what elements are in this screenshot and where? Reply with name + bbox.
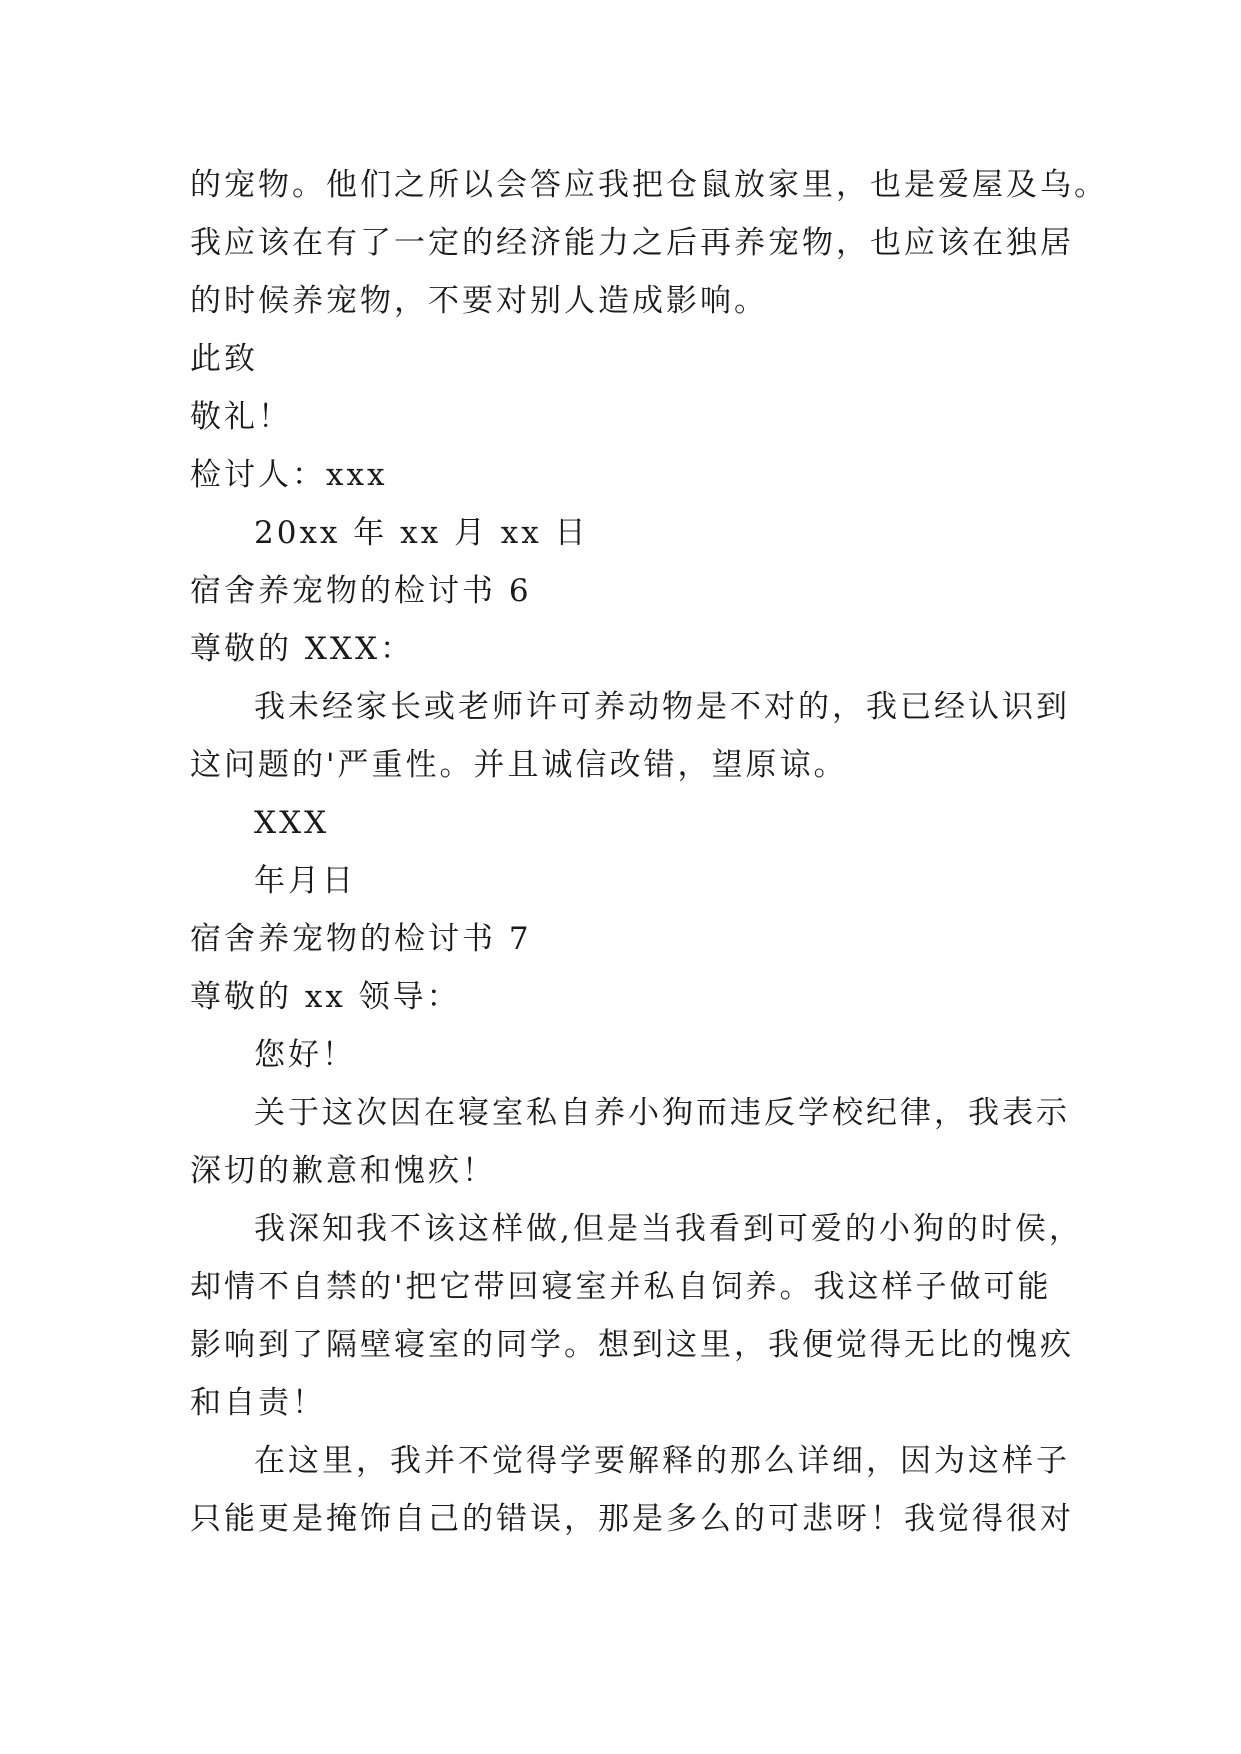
text-line: 年月日 bbox=[254, 863, 356, 899]
text-line: 敬礼！ bbox=[190, 399, 292, 435]
text-line: 我应该在有了一定的经济能力之后再养宠物，也应该在独居 bbox=[190, 225, 1074, 261]
text-line: XXX bbox=[254, 805, 330, 841]
text-line: 我未经家长或老师许可养动物是不对的，我已经认识到 bbox=[254, 689, 1070, 725]
text-line: 在这里，我并不觉得学要解释的那么详细，因为这样子 bbox=[254, 1443, 1070, 1479]
text-line: 只能更是掩饰自己的错误，那是多么的可悲呀！我觉得很对 bbox=[190, 1501, 1074, 1537]
text-line: 此致 bbox=[190, 341, 258, 377]
text-line: 深切的歉意和愧疚！ bbox=[190, 1153, 496, 1189]
text-line: 影响到了隔壁寝室的同学。想到这里，我便觉得无比的愧疚 bbox=[190, 1327, 1074, 1363]
text-line: 关于这次因在寝室私自养小狗而违反学校纪律，我表示 bbox=[254, 1095, 1070, 1131]
text-line: 却情不自禁的'把它带回寝室并私自饲养。我这样子做可能 bbox=[190, 1269, 1052, 1305]
text-line: 宿舍养宠物的检讨书 7 bbox=[190, 921, 532, 957]
text-line: 和自责！ bbox=[190, 1385, 326, 1421]
text-line: 宿舍养宠物的检讨书 6 bbox=[190, 573, 532, 609]
text-line: 尊敬的 xx 领导： bbox=[190, 979, 461, 1015]
text-line: 的时候养宠物，不要对别人造成影响。 bbox=[190, 283, 768, 319]
text-line: 尊敬的 XXX： bbox=[190, 631, 415, 667]
text-line: 检讨人：xxx bbox=[190, 457, 388, 493]
text-line: 这问题的'严重性。并且诚信改错，望原谅。 bbox=[190, 747, 848, 783]
text-line: 20xx 年 xx 月 xx 日 bbox=[254, 515, 589, 551]
text-line: 我深知我不该这样做,但是当我看到可爱的小狗的时侯， bbox=[254, 1211, 1083, 1247]
document-body bbox=[190, 156, 1108, 1548]
text-line: 您好！ bbox=[254, 1037, 356, 1073]
text-line: 的宠物。他们之所以会答应我把仓鼠放家里，也是爱屋及乌。 bbox=[190, 167, 1108, 203]
